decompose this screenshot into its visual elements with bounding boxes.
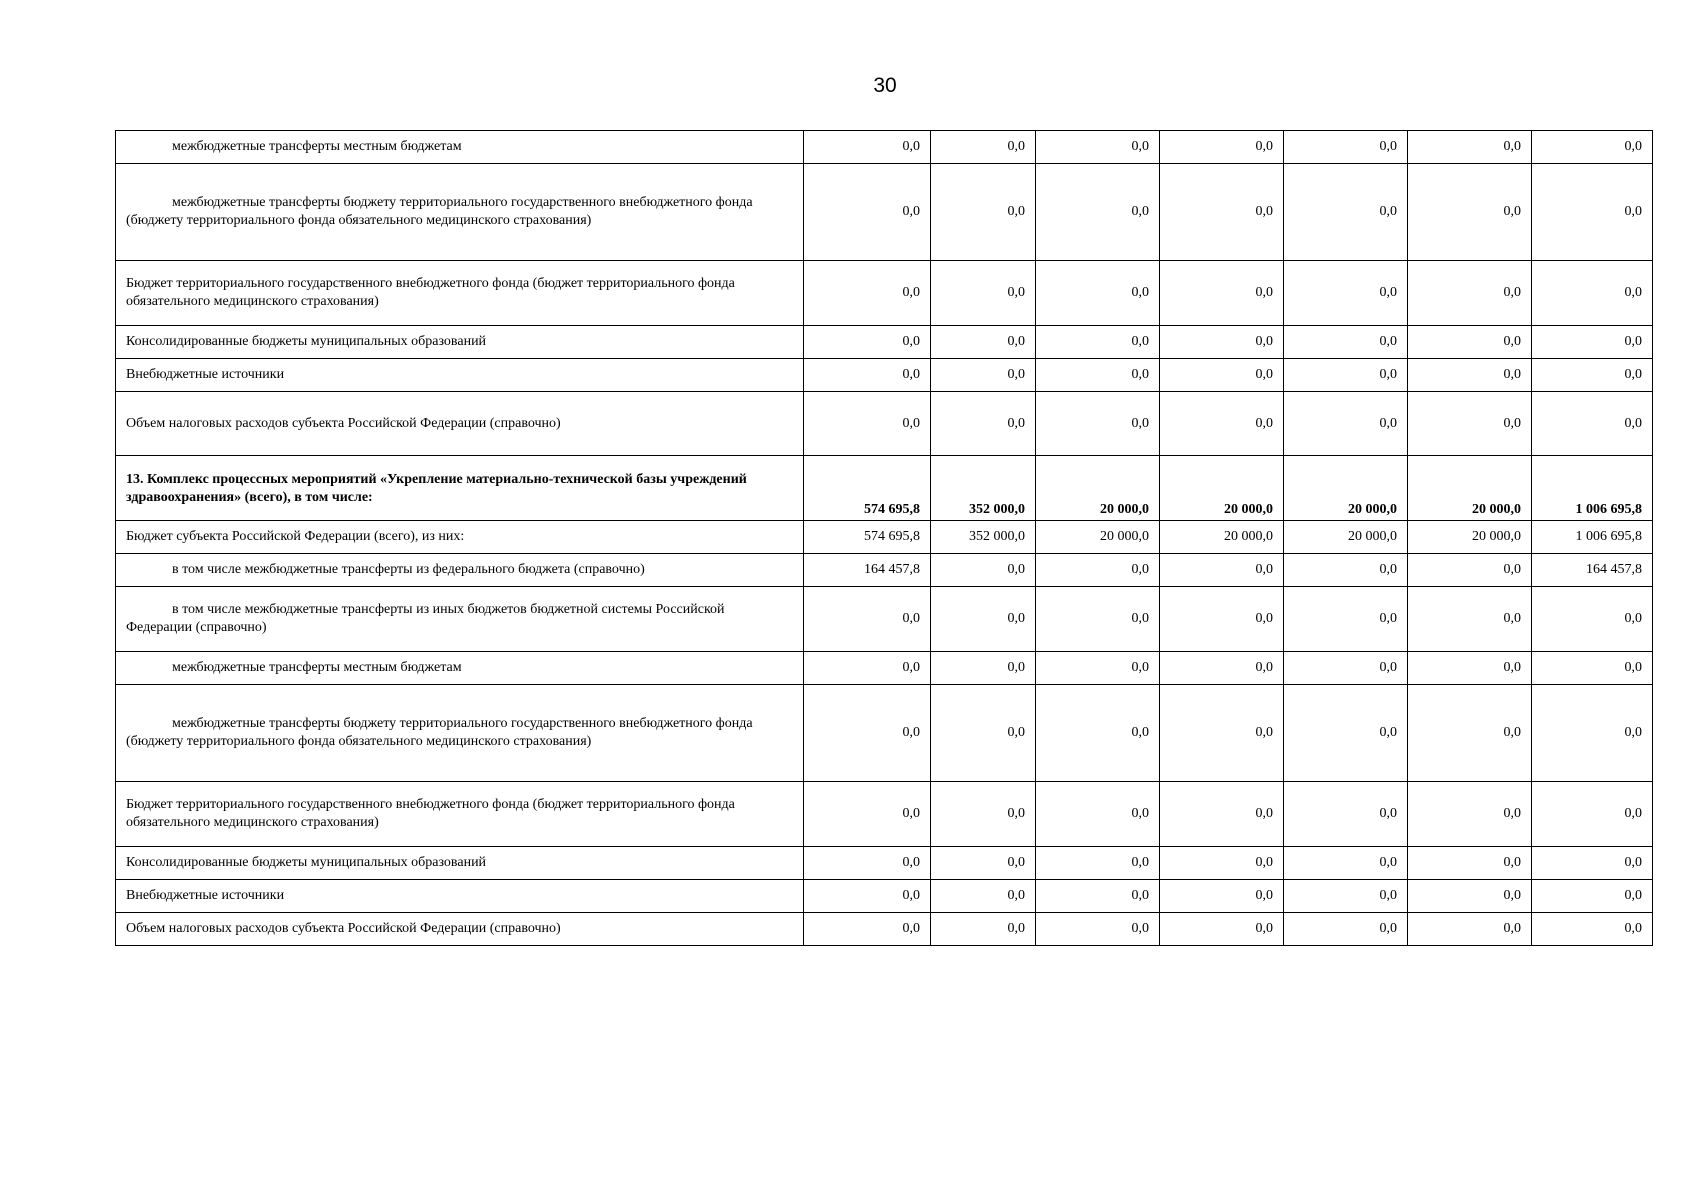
table-row [116, 685, 1653, 782]
row-label: 13. Комплекс процессных мероприятий «Укрепление материально-технической базы учреждений здравоохранения» (всего), в том числе: [116, 456, 804, 521]
value-cell: 352 000,0 [931, 521, 1036, 554]
value-cell: 0,0 [931, 131, 1036, 164]
value-cell: 0,0 [931, 782, 1036, 847]
value-cell: 0,0 [804, 261, 931, 326]
page-number: 30 [873, 74, 897, 97]
value-cell: 0,0 [1532, 392, 1653, 456]
value-cell: 0,0 [1036, 554, 1160, 587]
value-cell: 0,0 [931, 652, 1036, 685]
value-cell: 0,0 [804, 847, 931, 880]
value-cell: 0,0 [1160, 131, 1284, 164]
row-label: Объем налоговых расходов субъекта Российской Федерации (справочно) [116, 913, 804, 946]
table-row [116, 554, 1653, 587]
value-cell: 0,0 [1408, 261, 1532, 326]
value-cell: 0,0 [931, 164, 1036, 261]
value-cell: 0,0 [804, 326, 931, 359]
table-row [116, 913, 1653, 946]
value-cell: 0,0 [931, 359, 1036, 392]
row-label: Консолидированные бюджеты муниципальных образований [116, 847, 804, 880]
table-row [116, 652, 1653, 685]
row-label: межбюджетные трансферты бюджету территориального государственного внебюджетного фонда (бюджету территориального фонда обязательного медицинского страхования) [116, 685, 804, 782]
row-label: Объем налоговых расходов субъекта Российской Федерации (справочно) [116, 392, 804, 456]
value-cell: 0,0 [1532, 131, 1653, 164]
value-cell: 574 695,8 [804, 456, 931, 521]
value-cell: 0,0 [1284, 880, 1408, 913]
value-cell: 0,0 [931, 847, 1036, 880]
value-cell: 164 457,8 [1532, 554, 1653, 587]
value-cell: 1 006 695,8 [1532, 456, 1653, 521]
table-row [116, 359, 1653, 392]
table-row [116, 392, 1653, 456]
value-cell: 0,0 [804, 131, 931, 164]
value-cell: 20 000,0 [1408, 456, 1532, 521]
row-label: в том числе межбюджетные трансферты из иных бюджетов бюджетной системы Российской Федерации (справочно) [116, 587, 804, 652]
value-cell: 352 000,0 [931, 456, 1036, 521]
value-cell: 0,0 [1284, 554, 1408, 587]
value-cell: 0,0 [1036, 261, 1160, 326]
value-cell: 0,0 [1532, 782, 1653, 847]
value-cell: 0,0 [1284, 587, 1408, 652]
value-cell: 0,0 [1160, 587, 1284, 652]
value-cell: 0,0 [1408, 587, 1532, 652]
value-cell: 0,0 [931, 880, 1036, 913]
budget-table [115, 130, 1653, 946]
value-cell: 0,0 [931, 913, 1036, 946]
value-cell: 20 000,0 [1284, 521, 1408, 554]
row-label: межбюджетные трансферты местным бюджетам [116, 652, 804, 685]
table-row [116, 326, 1653, 359]
value-cell: 0,0 [1532, 326, 1653, 359]
value-cell: 0,0 [1160, 880, 1284, 913]
value-cell: 0,0 [1532, 880, 1653, 913]
row-label: в том числе межбюджетные трансферты из федерального бюджета (справочно) [116, 554, 804, 587]
value-cell: 0,0 [1284, 847, 1408, 880]
value-cell: 0,0 [1408, 685, 1532, 782]
value-cell: 0,0 [931, 261, 1036, 326]
value-cell: 20 000,0 [1160, 456, 1284, 521]
value-cell: 0,0 [1408, 131, 1532, 164]
value-cell: 0,0 [1036, 326, 1160, 359]
value-cell: 0,0 [804, 880, 931, 913]
value-cell: 0,0 [1284, 164, 1408, 261]
value-cell: 0,0 [1160, 326, 1284, 359]
value-cell: 20 000,0 [1160, 521, 1284, 554]
value-cell: 20 000,0 [1408, 521, 1532, 554]
table-row [116, 847, 1653, 880]
value-cell: 0,0 [1408, 880, 1532, 913]
value-cell: 0,0 [931, 587, 1036, 652]
value-cell: 0,0 [1408, 554, 1532, 587]
value-cell: 0,0 [804, 913, 931, 946]
value-cell: 0,0 [1532, 164, 1653, 261]
value-cell: 0,0 [1284, 392, 1408, 456]
value-cell: 0,0 [1408, 164, 1532, 261]
value-cell: 0,0 [931, 392, 1036, 456]
value-cell: 0,0 [1160, 913, 1284, 946]
value-cell: 0,0 [1160, 164, 1284, 261]
value-cell: 0,0 [1160, 554, 1284, 587]
value-cell: 0,0 [931, 326, 1036, 359]
value-cell: 0,0 [804, 587, 931, 652]
value-cell: 0,0 [1408, 652, 1532, 685]
value-cell: 0,0 [1160, 652, 1284, 685]
row-label: межбюджетные трансферты бюджету территориального государственного внебюджетного фонда (бюджету территориального фонда обязательного медицинского страхования) [116, 164, 804, 261]
value-cell: 0,0 [804, 782, 931, 847]
value-cell: 0,0 [1532, 261, 1653, 326]
value-cell: 0,0 [1284, 261, 1408, 326]
value-cell: 0,0 [1284, 326, 1408, 359]
value-cell: 0,0 [931, 554, 1036, 587]
value-cell: 0,0 [1284, 685, 1408, 782]
value-cell: 0,0 [1036, 913, 1160, 946]
value-cell: 0,0 [1036, 587, 1160, 652]
value-cell: 0,0 [1036, 392, 1160, 456]
value-cell: 0,0 [804, 392, 931, 456]
row-label: Бюджет субъекта Российской Федерации (всего), из них: [116, 521, 804, 554]
value-cell: 0,0 [1036, 164, 1160, 261]
value-cell: 0,0 [1408, 913, 1532, 946]
value-cell: 0,0 [1532, 685, 1653, 782]
table-row [116, 782, 1653, 847]
table-row [116, 131, 1653, 164]
value-cell: 20 000,0 [1284, 456, 1408, 521]
value-cell: 0,0 [1036, 685, 1160, 782]
value-cell: 164 457,8 [804, 554, 931, 587]
value-cell: 0,0 [1532, 652, 1653, 685]
value-cell: 0,0 [1036, 652, 1160, 685]
value-cell: 0,0 [1284, 359, 1408, 392]
value-cell: 0,0 [1284, 652, 1408, 685]
table-row [116, 587, 1653, 652]
value-cell: 20 000,0 [1036, 521, 1160, 554]
value-cell: 0,0 [1160, 685, 1284, 782]
value-cell: 0,0 [1284, 131, 1408, 164]
value-cell: 0,0 [1408, 782, 1532, 847]
value-cell: 574 695,8 [804, 521, 931, 554]
row-label: Внебюджетные источники [116, 880, 804, 913]
value-cell: 0,0 [1408, 326, 1532, 359]
value-cell: 0,0 [931, 685, 1036, 782]
value-cell: 0,0 [1408, 359, 1532, 392]
value-cell: 0,0 [1036, 359, 1160, 392]
value-cell: 0,0 [1284, 913, 1408, 946]
value-cell: 0,0 [1532, 847, 1653, 880]
value-cell: 0,0 [1160, 782, 1284, 847]
value-cell: 0,0 [804, 164, 931, 261]
value-cell: 1 006 695,8 [1532, 521, 1653, 554]
table-row [116, 456, 1653, 521]
value-cell: 0,0 [1160, 359, 1284, 392]
table-row [116, 521, 1653, 554]
row-label: Внебюджетные источники [116, 359, 804, 392]
budget-table-body [116, 131, 1653, 946]
value-cell: 0,0 [1036, 782, 1160, 847]
table-row [116, 164, 1653, 261]
value-cell: 0,0 [804, 652, 931, 685]
value-cell: 0,0 [1160, 261, 1284, 326]
value-cell: 0,0 [1532, 913, 1653, 946]
table-row [116, 880, 1653, 913]
value-cell: 20 000,0 [1036, 456, 1160, 521]
value-cell: 0,0 [1284, 782, 1408, 847]
table-row [116, 261, 1653, 326]
value-cell: 0,0 [1532, 587, 1653, 652]
value-cell: 0,0 [1160, 847, 1284, 880]
row-label: межбюджетные трансферты местным бюджетам [116, 131, 804, 164]
value-cell: 0,0 [1408, 392, 1532, 456]
value-cell: 0,0 [1160, 392, 1284, 456]
value-cell: 0,0 [1408, 847, 1532, 880]
row-label: Бюджет территориального государственного внебюджетного фонда (бюджет территориального фонда обязательного медицинского страхования) [116, 261, 804, 326]
value-cell: 0,0 [1036, 131, 1160, 164]
row-label: Консолидированные бюджеты муниципальных образований [116, 326, 804, 359]
row-label: Бюджет территориального государственного внебюджетного фонда (бюджет территориального фонда обязательного медицинского страхования) [116, 782, 804, 847]
value-cell: 0,0 [1036, 847, 1160, 880]
value-cell: 0,0 [1036, 880, 1160, 913]
value-cell: 0,0 [804, 359, 931, 392]
value-cell: 0,0 [1532, 359, 1653, 392]
value-cell: 0,0 [804, 685, 931, 782]
